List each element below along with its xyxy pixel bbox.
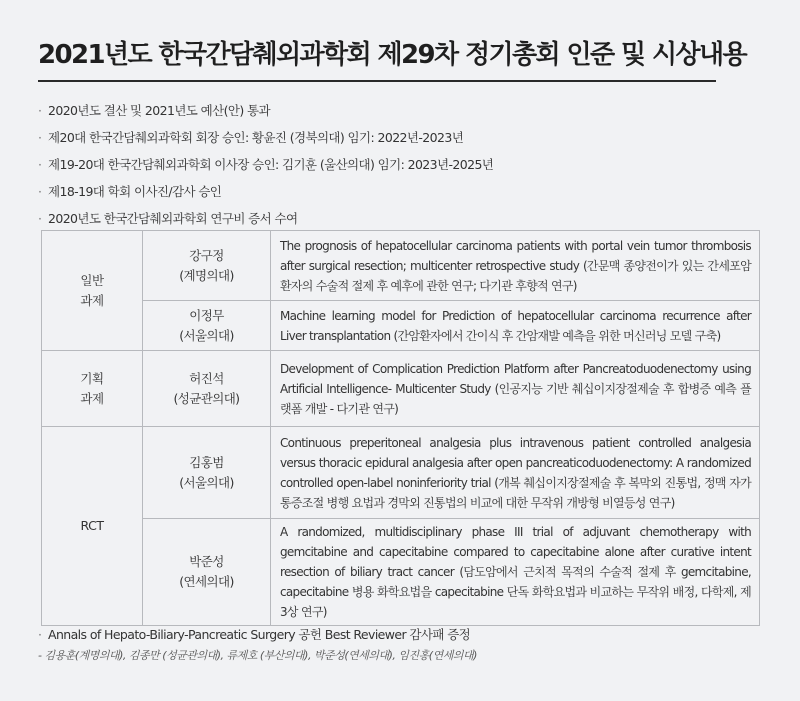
recipient-affiliation: (서울의대) (179, 474, 234, 490)
bullet-marker: · (38, 627, 42, 642)
bullet-marker: · (38, 130, 42, 145)
list-item-text: 2020년도 한국간담췌외과학회 연구비 증서 수여 (48, 211, 298, 226)
reviewer-award (38, 626, 778, 664)
category-general: 일반 과제 (42, 231, 143, 351)
research-grant-table (41, 230, 760, 626)
resolution-list (38, 102, 758, 237)
recipient-name: 김홍범 (189, 454, 224, 470)
category-rct: RCT (42, 427, 143, 626)
recipient-affiliation: (서울의대) (179, 327, 234, 343)
recipient-name: 이정무 (189, 307, 224, 323)
recipient-name: 박준성 (189, 554, 224, 569)
research-title: A randomized, multidisciplinary phase III trial of adjuvant chemotherapy with gemcitabine and capecitabine compared to capecitabine alone after curative intent resection of biliary tract cancer (담도암에서 근치적 목적의 수술적 절제 후 gemcitabine, capecitabine 병용 화학요법을 capecitabine 단독 화학요법과 비교하는 무작위 배정, 다학제, 제3상 연구) (271, 519, 760, 626)
research-title: Machine learning model for Prediction of hepatocellular carcinoma recurrence after Liver transplantation (간암환자에서 간이식 후 간암재발 예측을 위한 머신러닝 모델 구축) (271, 301, 760, 351)
recipient-name: 허진석 (189, 370, 224, 386)
list-item (38, 156, 758, 183)
bullet-marker: · (38, 184, 42, 199)
title-divider (38, 80, 716, 82)
table-row (42, 301, 760, 351)
reviewer-names: - 김용훈(계명의대), 김종만 (성균관의대), 류제호 (부산의대), 박준성(연세의대), 임진홍(연세의대) (38, 649, 477, 662)
bullet-marker: · (38, 103, 42, 118)
research-title: Continuous preperitoneal analgesia plus intravenous patient controlled analgesia versus thoracic epidural analgesia after open pancreaticoduodenectomy: A randomized controlled open-label noninferiority trial (개복 췌십이지장절제술 후 복막외 진통법, 정맥 자가통증조절 병행 요법과 경막외 진통법의 비교에 대한 무작위 개방형 비열등성 연구) (271, 427, 760, 519)
table-row (42, 427, 760, 519)
category-planned: 기획 과제 (42, 351, 143, 427)
recipient-cell (143, 519, 271, 626)
recipient-affiliation: (계명의대) (179, 267, 234, 283)
bullet-marker: · (38, 157, 42, 172)
recipient-name: 강구정 (189, 247, 224, 263)
page-title: 2021년도 한국간담췌외과학회 제29차 정기총회 인준 및 시상내용 (38, 40, 747, 70)
list-item (38, 183, 758, 210)
research-title: The prognosis of hepatocellular carcinoma patients with portal vein tumor thrombosis after surgical resection; multicenter retrospective study (간문맥 종양전이가 있는 간세포암 환자의 수술적 절제 후 예후에 관한 연구; 다기관 후향적 연구) (271, 231, 760, 301)
recipient-affiliation: (연세의대) (179, 574, 234, 589)
list-item-text: 제20대 한국간담췌외과학회 회장 승인: 황윤진 (경북의대) 임기: 2022년-2023년 (48, 130, 464, 145)
reviewer-award-text: Annals of Hepato-Biliary-Pancreatic Surgery 공헌 Best Reviewer 감사패 증정 (48, 627, 471, 642)
recipient-cell (143, 351, 271, 427)
table-row (42, 231, 760, 301)
table-row (42, 351, 760, 427)
bullet-marker: · (38, 211, 42, 226)
list-item-text: 제19-20대 한국간담췌외과학회 이사장 승인: 김기훈 (울산의대) 임기: 2023년-2025년 (48, 157, 494, 172)
reviewer-award-title (38, 626, 778, 644)
research-title: Development of Complication Prediction Platform after Pancreatoduodenectomy using Artificial Intelligence- Multicenter Study (인공지능 기반 췌십이지장절제술 후 합병증 예측 플랫폼 개발 - 다기관 연구) (271, 351, 760, 427)
table-row (42, 519, 760, 626)
recipient-cell (143, 301, 271, 351)
list-item-text: 2020년도 결산 및 2021년도 예산(안) 통과 (48, 103, 270, 118)
list-item-text: 제18-19대 학회 이사진/감사 승인 (48, 184, 222, 199)
list-item (38, 102, 758, 129)
recipient-cell (143, 427, 271, 519)
recipient-cell (143, 231, 271, 301)
list-item (38, 129, 758, 156)
recipient-affiliation: (성균관의대) (173, 390, 240, 406)
